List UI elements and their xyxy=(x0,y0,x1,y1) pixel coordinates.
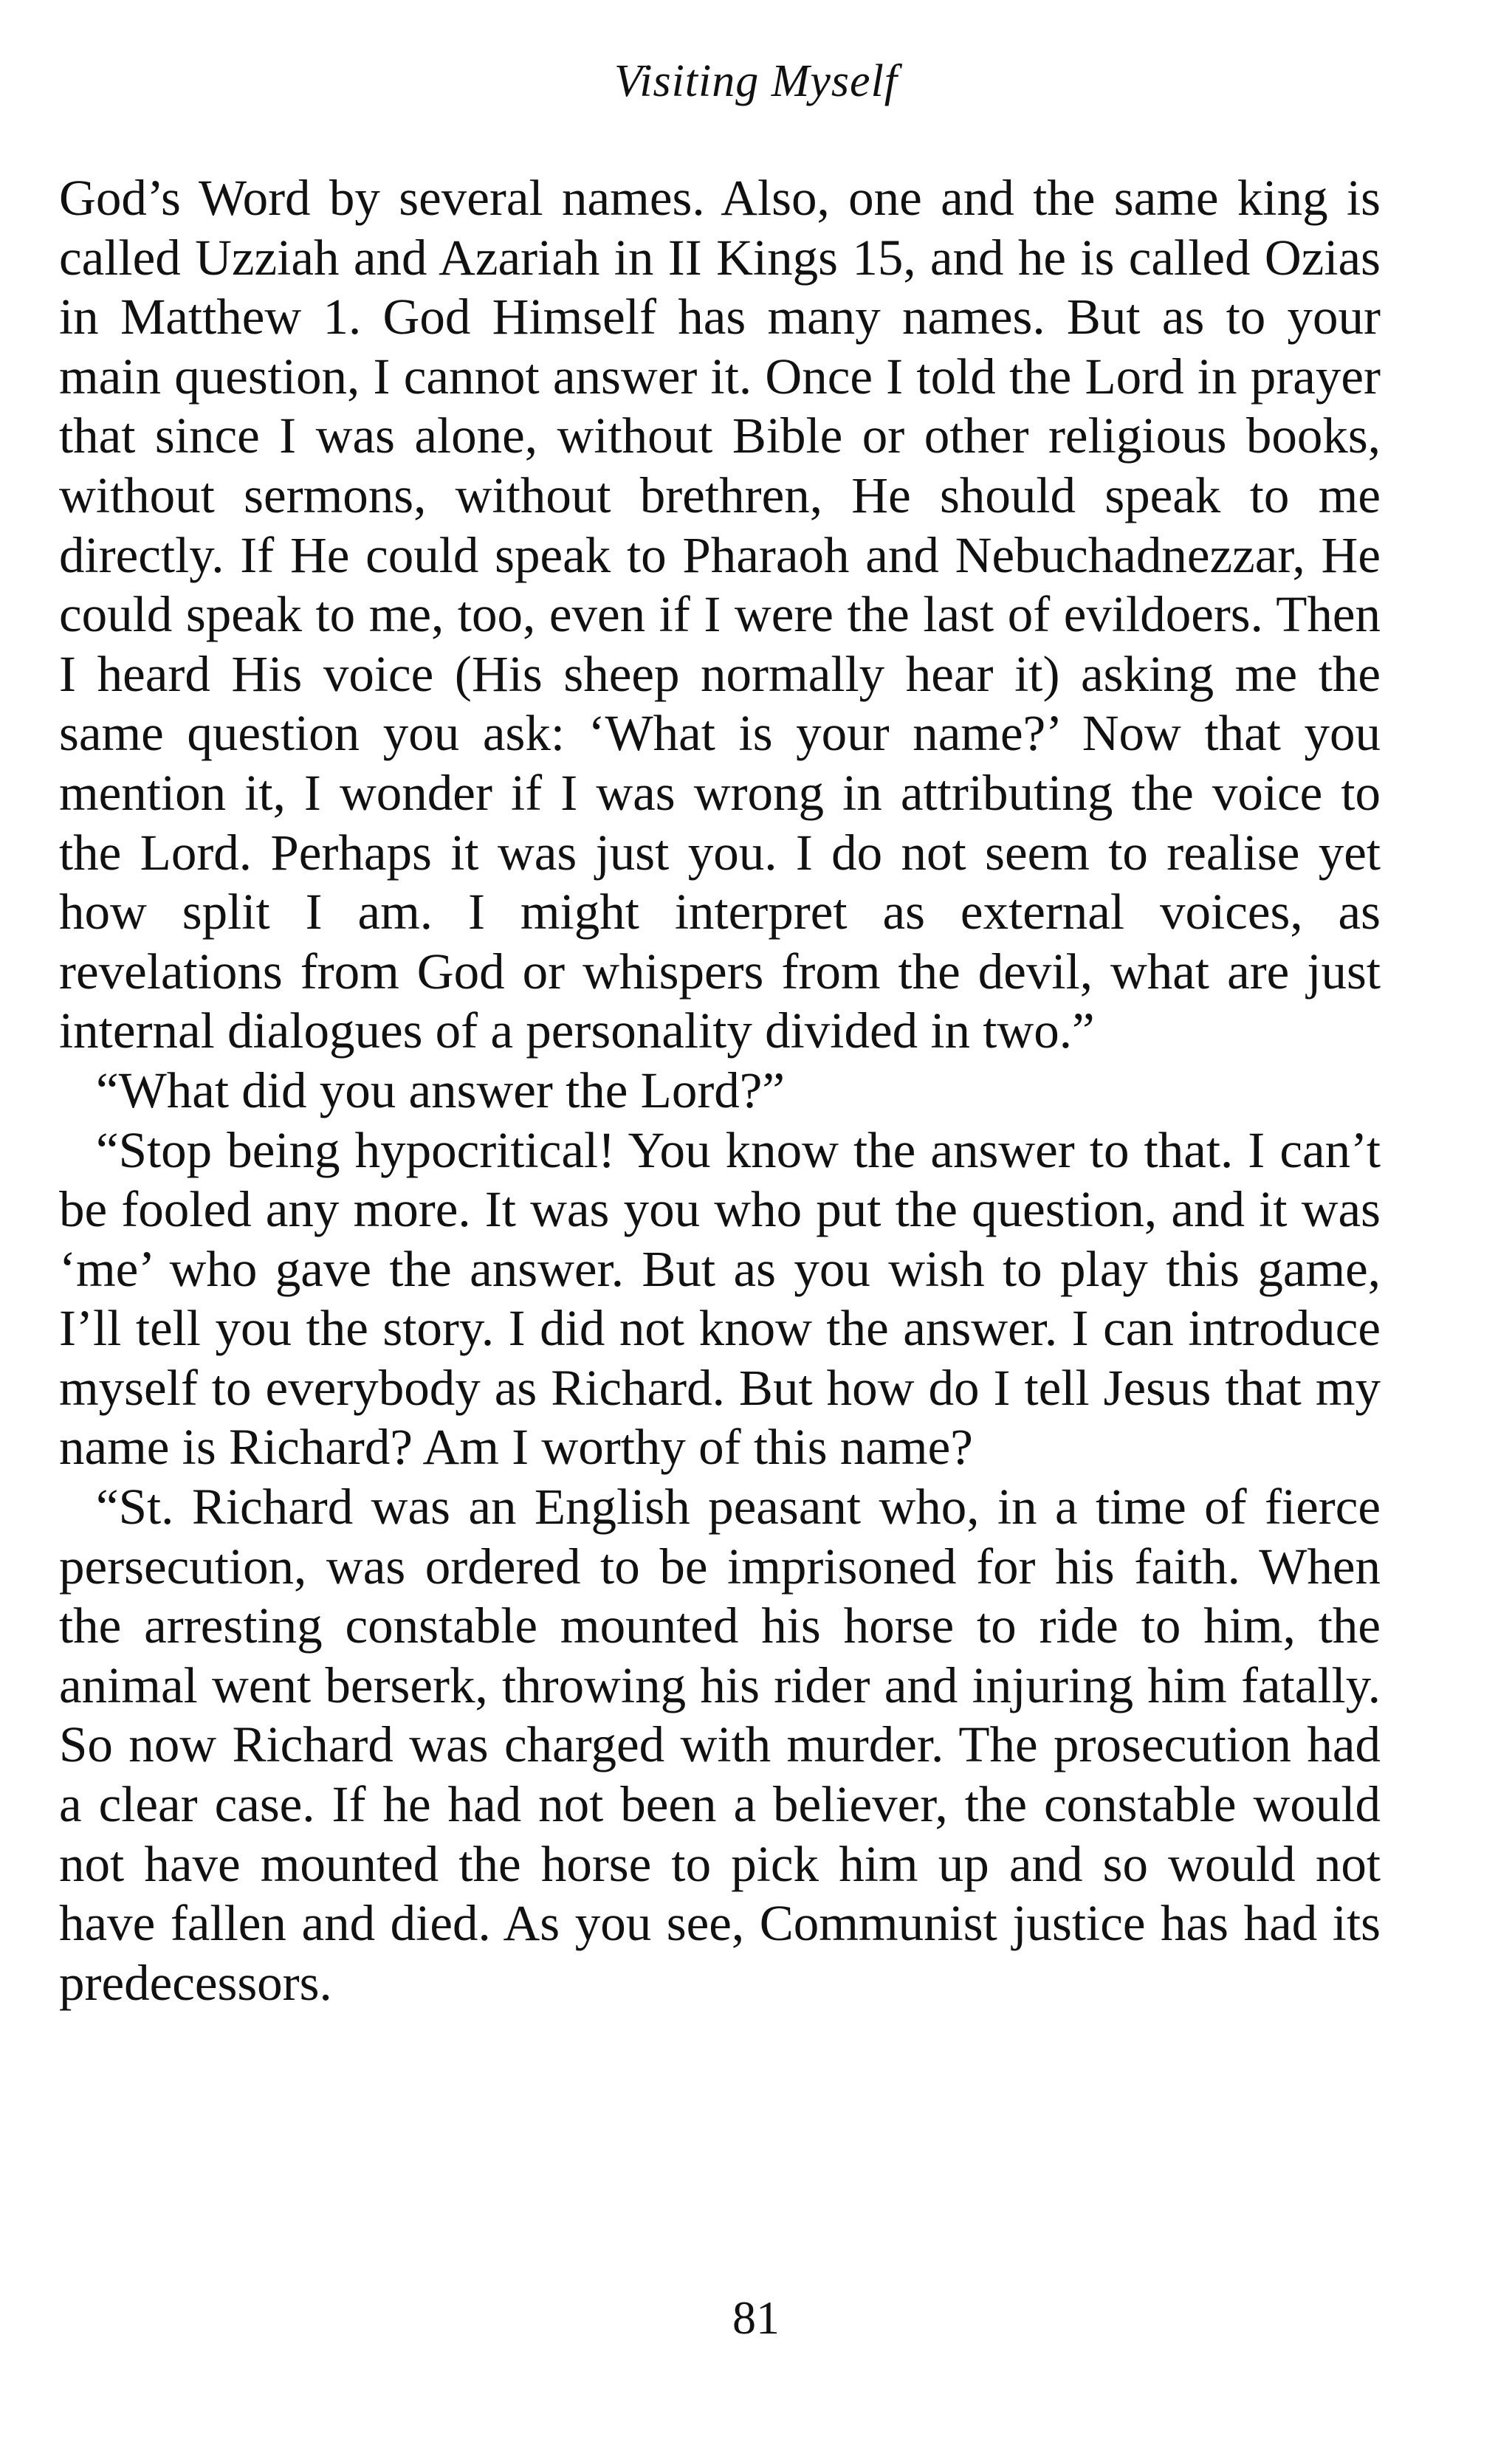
page-number: 81 xyxy=(732,2291,780,2344)
running-head: Visiting Myself xyxy=(614,56,898,106)
paragraph-continued: God’s Word by several names. Also, one and the same king is called Uzziah and Azariah in II Kings 15, and he is called Ozias in Matthew 1. God Himself has many names. But as to your main question, I cannot answer it. Once I told the Lord in prayer that since I was alone, without Bible or other religious books, without sermons, without brethren, He should speak to me directly. If He could speak to Pharaoh and Nebuchadnezzar, He could speak to me, too, even if I were the last of evildoers. Then I heard His voice (His sheep normally hear it) asking me the same question you ask: ‘What is your name?’ Now that you mention it, I wonder if I was wrong in attributing the voice to the Lord. Perhaps it was just you. I do not seem to realise yet how split I am. I might interpret as external voices, as revelations from God or whispers from the devil, what are just internal dialogues of a personality divided in two.” xyxy=(59,170,1381,1059)
paragraph: “St. Richard was an English peasant who, in a time of fierce persecution, was ordered to be imprisoned for his faith. When the arresting constable mounted his horse to ride to him, the animal went berserk, throwing his rider and injuring him fatally. So now Richard was charged with murder. The prosecution had a clear case. If he had not been a believer, the constable would not have mounted the horse to pick him up and so would not have fallen and died. As you see, Communist justice has had its predecessors. xyxy=(59,1479,1381,2011)
body-text xyxy=(59,168,1381,2012)
paragraph: “What did you answer the Lord?” xyxy=(96,1062,786,1118)
paragraph: “Stop being hypocritical! You know the answer to that. I can’t be fooled any more. It was you who put the question, and it was ‘me’ who gave the answer. But as you wish to play this game, I’ll tell you the story. I did not know the answer. I can introduce myself to everybody as Richard. But how do I tell Jesus that my name is Richard? Am I worthy of this name? xyxy=(59,1121,1381,1476)
